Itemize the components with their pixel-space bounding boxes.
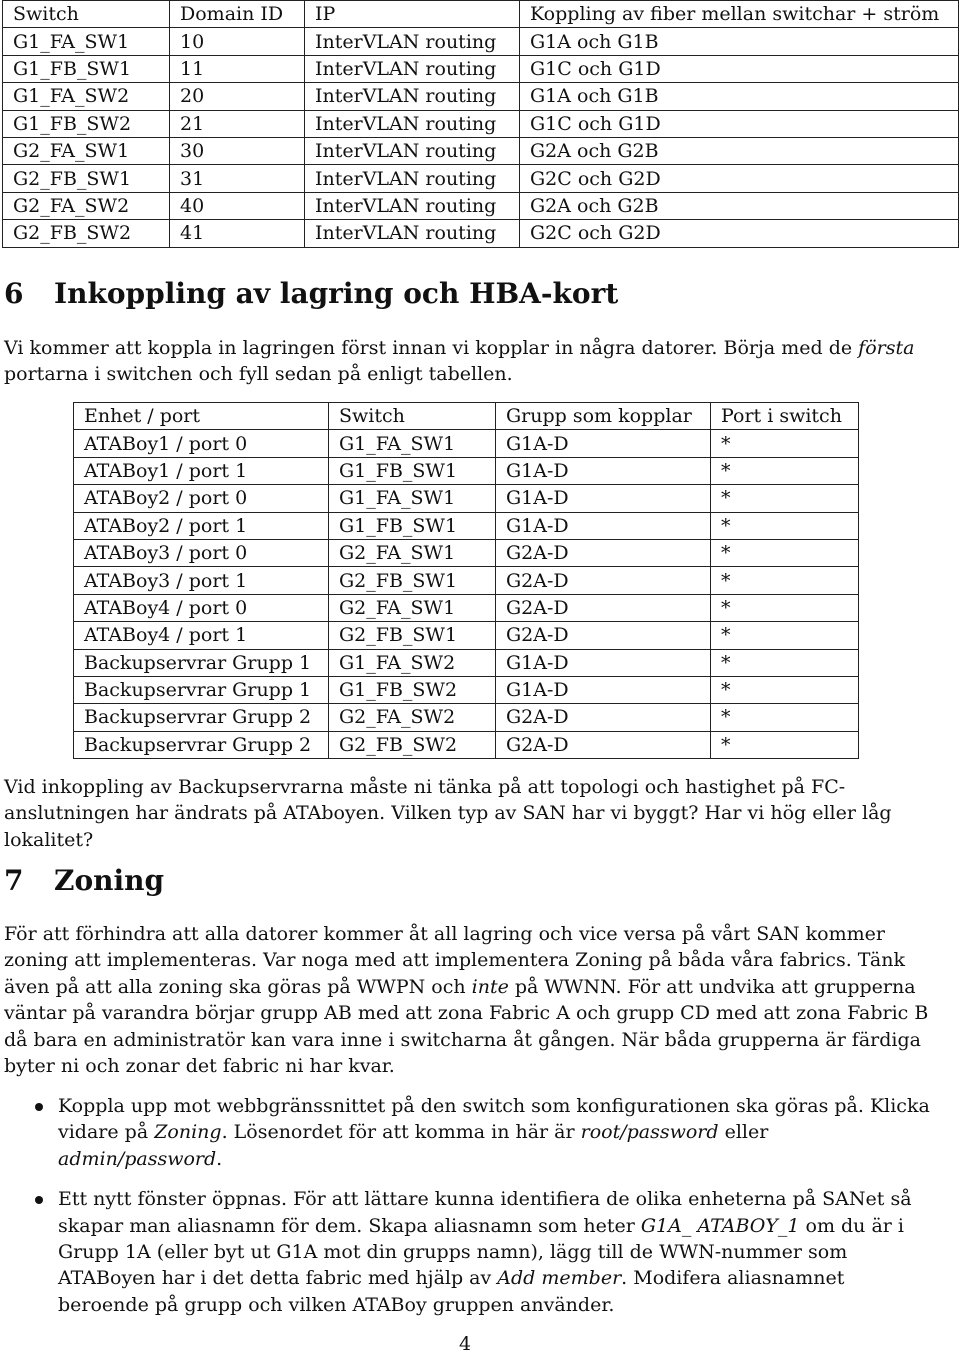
intro-emphasis: första bbox=[858, 337, 915, 359]
table-cell: G2_FA_SW2 bbox=[3, 192, 170, 219]
table-cell: ATABoy4 / port 0 bbox=[74, 594, 329, 621]
column-header: IP bbox=[305, 1, 520, 28]
table-header-row bbox=[74, 403, 859, 430]
table-cell: Backupservrar Grupp 2 bbox=[74, 704, 329, 731]
table-cell: G1_FA_SW2 bbox=[329, 649, 496, 676]
table-cell: * bbox=[711, 485, 859, 512]
table-row bbox=[74, 430, 859, 457]
table-row bbox=[74, 512, 859, 539]
table-cell: ATABoy2 / port 0 bbox=[74, 485, 329, 512]
table-row bbox=[74, 704, 859, 731]
instruction-list bbox=[0, 1093, 960, 1332]
table-cell: * bbox=[711, 457, 859, 484]
table-cell: * bbox=[711, 430, 859, 457]
table-cell: G2_FA_SW1 bbox=[329, 594, 496, 621]
storage-table bbox=[73, 402, 859, 759]
table-cell: G1A-D bbox=[496, 676, 711, 703]
table-cell: ATABoy1 / port 0 bbox=[74, 430, 329, 457]
section-number: 7 bbox=[4, 864, 24, 897]
menu-name: Zoning bbox=[154, 1121, 222, 1144]
bullet-text: . Lösenordet för att komma in här är bbox=[221, 1121, 581, 1144]
column-header: Switch bbox=[3, 1, 170, 28]
table-row bbox=[74, 567, 859, 594]
table-cell: G2_FB_SW1 bbox=[329, 622, 496, 649]
table-cell: * bbox=[711, 676, 859, 703]
table-cell: G1A-D bbox=[496, 485, 711, 512]
table-cell: * bbox=[711, 649, 859, 676]
column-header: Switch bbox=[329, 403, 496, 430]
table-cell: * bbox=[711, 622, 859, 649]
table-row bbox=[74, 731, 859, 758]
table-cell: G2_FB_SW1 bbox=[3, 165, 170, 192]
bullet-text: . bbox=[216, 1147, 223, 1170]
table-cell: ATABoy3 / port 0 bbox=[74, 539, 329, 566]
bullet-text: Ett nytt fönster öppnas. För att lättare kunna identifiera de olika enheterna på SANet så skapar man aliasnamn för dem. Skapa aliasnamn som heter bbox=[58, 1188, 912, 1237]
table-cell: * bbox=[711, 731, 859, 758]
table-cell: G2A-D bbox=[496, 567, 711, 594]
table-cell: G1A och G1B bbox=[520, 83, 959, 110]
column-header: Domain ID bbox=[170, 1, 305, 28]
table-cell: G1_FA_SW1 bbox=[329, 485, 496, 512]
table-row bbox=[74, 622, 859, 649]
section-6-intro bbox=[4, 335, 952, 388]
table-cell: G1C och G1D bbox=[520, 55, 959, 82]
table-cell: G2A-D bbox=[496, 704, 711, 731]
table-cell: G1_FB_SW2 bbox=[329, 676, 496, 703]
table-cell: * bbox=[711, 594, 859, 621]
section-7-heading bbox=[4, 864, 164, 897]
page-number: 4 bbox=[458, 1333, 472, 1355]
table-cell: G2_FB_SW1 bbox=[329, 567, 496, 594]
table-cell: * bbox=[711, 512, 859, 539]
section-6-heading bbox=[4, 277, 618, 310]
bullet-text: . Modifera aliasnamnet beroende på grupp och vilken ATABoy gruppen använder. bbox=[58, 1267, 845, 1316]
alias-example: G1A_ ATABOY_1 bbox=[640, 1214, 800, 1237]
table-cell: 21 bbox=[170, 110, 305, 137]
bullet-text: eller bbox=[718, 1121, 769, 1144]
table-cell: G2A och G2B bbox=[520, 137, 959, 164]
section-title: Zoning bbox=[54, 864, 165, 897]
table-cell: 11 bbox=[170, 55, 305, 82]
bullet-text: Koppla upp mot webbgränssnittet på den switch som konfigurationen ska göras på. Klicka vidare på bbox=[58, 1095, 930, 1144]
table-row bbox=[3, 165, 959, 192]
table-row bbox=[3, 55, 959, 82]
table-cell: ATABoy1 / port 1 bbox=[74, 457, 329, 484]
table-cell: G2A-D bbox=[496, 622, 711, 649]
table-cell: G1_FB_SW2 bbox=[3, 110, 170, 137]
table-cell: InterVLAN routing bbox=[305, 137, 520, 164]
table-cell: G1_FA_SW2 bbox=[3, 83, 170, 110]
table-cell: InterVLAN routing bbox=[305, 220, 520, 247]
table-cell: G2_FA_SW1 bbox=[329, 539, 496, 566]
intro-text-end: portarna i switchen och fyll sedan på enligt tabellen. bbox=[4, 363, 513, 386]
table-cell: * bbox=[711, 704, 859, 731]
table-cell: 20 bbox=[170, 83, 305, 110]
column-header: Port i switch bbox=[711, 403, 859, 430]
table-cell: InterVLAN routing bbox=[305, 83, 520, 110]
table-row bbox=[3, 83, 959, 110]
table-cell: G2A och G2B bbox=[520, 192, 959, 219]
table-cell: G1C och G1D bbox=[520, 110, 959, 137]
table-cell: G1A och G1B bbox=[520, 28, 959, 55]
table-cell: * bbox=[711, 539, 859, 566]
table-cell: G2A-D bbox=[496, 594, 711, 621]
bullet-icon bbox=[35, 1103, 43, 1111]
switch-table bbox=[2, 0, 959, 248]
table-cell: G2_FB_SW2 bbox=[3, 220, 170, 247]
table-row bbox=[74, 539, 859, 566]
table-row bbox=[74, 676, 859, 703]
section-7-paragraph bbox=[4, 921, 952, 1079]
table-cell: G1A-D bbox=[496, 430, 711, 457]
table-row bbox=[3, 110, 959, 137]
list-item bbox=[0, 1093, 930, 1172]
table-cell: G2_FA_SW2 bbox=[329, 704, 496, 731]
table-cell: G1A-D bbox=[496, 512, 711, 539]
table-cell: Backupservrar Grupp 2 bbox=[74, 731, 329, 758]
table-cell: * bbox=[711, 567, 859, 594]
section-number: 6 bbox=[4, 277, 24, 310]
table-cell: Backupservrar Grupp 1 bbox=[74, 649, 329, 676]
table-row bbox=[74, 649, 859, 676]
column-header: Koppling av fiber mellan switchar + ström bbox=[520, 1, 959, 28]
table-header-row bbox=[3, 1, 959, 28]
section-title: Inkoppling av lagring och HBA-kort bbox=[54, 277, 619, 310]
table-cell: InterVLAN routing bbox=[305, 192, 520, 219]
table-cell: G1_FA_SW1 bbox=[329, 430, 496, 457]
column-header: Enhet / port bbox=[74, 403, 329, 430]
table-cell: 41 bbox=[170, 220, 305, 247]
table-row bbox=[3, 137, 959, 164]
table-cell: 10 bbox=[170, 28, 305, 55]
table-cell: InterVLAN routing bbox=[305, 165, 520, 192]
after-table-paragraph: Vid inkoppling av Backupservrarna måste ni tänka på att topologi och hastighet på FC-anslutningen har ändrats på ATAboyen. Vilken typ av SAN har vi byggt? Har vi hög eller låg lokalitet? bbox=[4, 776, 892, 851]
table-cell: InterVLAN routing bbox=[305, 110, 520, 137]
table-row bbox=[3, 220, 959, 247]
credential: admin/password bbox=[58, 1147, 217, 1170]
table-cell: G2C och G2D bbox=[520, 165, 959, 192]
table-row bbox=[3, 28, 959, 55]
table-cell: G1A-D bbox=[496, 649, 711, 676]
table-cell: 40 bbox=[170, 192, 305, 219]
table-cell: 30 bbox=[170, 137, 305, 164]
table-cell: ATABoy2 / port 1 bbox=[74, 512, 329, 539]
table-row bbox=[74, 485, 859, 512]
list-item bbox=[0, 1186, 930, 1318]
table-cell: G1_FB_SW1 bbox=[329, 512, 496, 539]
table-row bbox=[3, 192, 959, 219]
paragraph-emphasis: inte bbox=[471, 975, 509, 998]
table-row bbox=[74, 457, 859, 484]
table-cell: InterVLAN routing bbox=[305, 55, 520, 82]
bullet-text: om du är i Grupp 1A (eller byt ut G1A mot din grupps namn), lägg till de WWN-nummer som ATABoyen har i det detta fabric med hjälp av bbox=[58, 1214, 904, 1290]
intro-text: Vi kommer att koppla in lagringen först innan vi kopplar in några datorer. Börja med de bbox=[4, 337, 859, 359]
table-cell: G2_FB_SW2 bbox=[329, 731, 496, 758]
paragraph-text-end: på WWNN. För att undvika att grupperna väntar på varandra börjar grupp AB med att zona Fabric A och grupp CD med att zona Fabric B då bara en administratör kan vara inne i switcharna åt gången. När båda grupperna är färdiga byter ni och zonar det fabric ni har kvar. bbox=[4, 975, 929, 1078]
table-cell: G2_FA_SW1 bbox=[3, 137, 170, 164]
table-cell: Backupservrar Grupp 1 bbox=[74, 676, 329, 703]
table-cell: G1_FB_SW1 bbox=[329, 457, 496, 484]
column-header: Grupp som kopplar bbox=[496, 403, 711, 430]
table-cell: G1A-D bbox=[496, 457, 711, 484]
button-name: Add member bbox=[497, 1267, 622, 1290]
paragraph-text: För att förhindra att alla datorer kommer åt all lagring och vice versa på vårt SAN kommer zoning att implementeras. Var noga med att implementera Zoning på båda våra fabrics. Tänk även på att alla zoning ska göras på WWPN och bbox=[4, 923, 905, 998]
table-cell: 31 bbox=[170, 165, 305, 192]
table-cell: InterVLAN routing bbox=[305, 28, 520, 55]
table-cell: ATABoy3 / port 1 bbox=[74, 567, 329, 594]
bullet-icon bbox=[35, 1196, 43, 1204]
table-cell: G1_FA_SW1 bbox=[3, 28, 170, 55]
table-cell: G2A-D bbox=[496, 731, 711, 758]
table-row bbox=[74, 594, 859, 621]
table-cell: G1_FB_SW1 bbox=[3, 55, 170, 82]
table-cell: G2A-D bbox=[496, 539, 711, 566]
table-cell: ATABoy4 / port 1 bbox=[74, 622, 329, 649]
table-cell: G2C och G2D bbox=[520, 220, 959, 247]
credential: root/password bbox=[580, 1121, 719, 1144]
